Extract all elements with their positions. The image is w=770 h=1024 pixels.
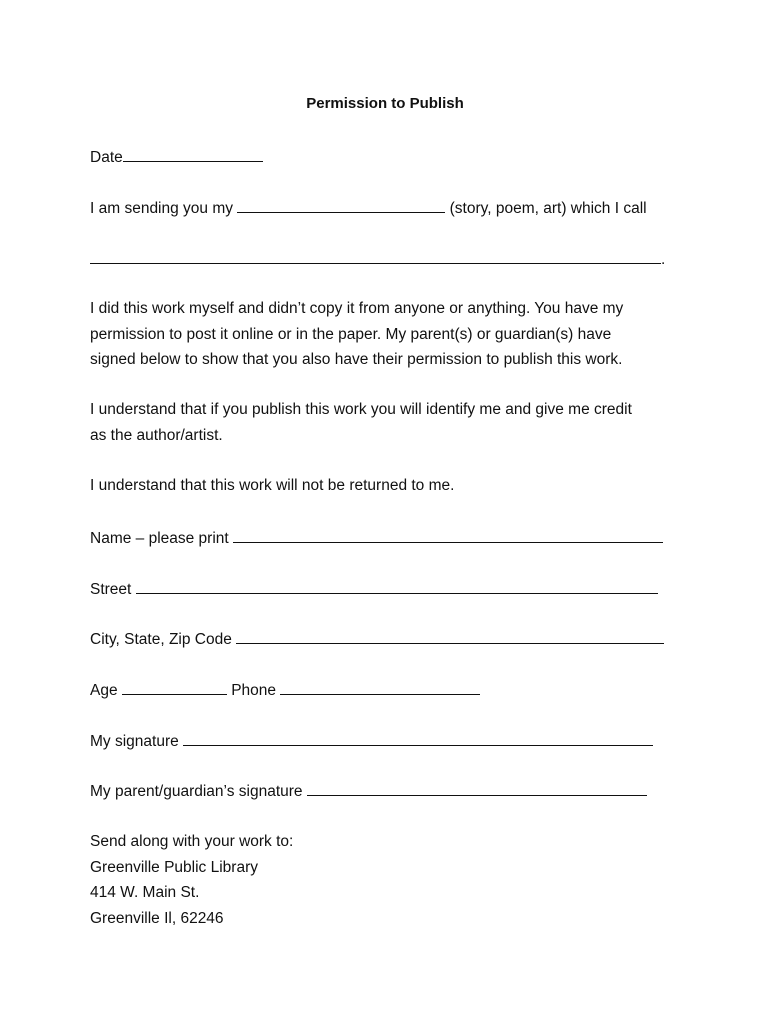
work-title-line (90, 248, 665, 270)
age-phone-line (90, 679, 480, 701)
work-title-end: . (661, 251, 666, 268)
paragraph-line: I did this work myself and didn’t copy it from anyone or anything. You have my (90, 300, 624, 317)
age-label: Age (90, 682, 118, 699)
sending-prefix: I am sending you my (90, 200, 234, 217)
paragraph-line: as the author/artist. (90, 426, 223, 444)
parent-signature-blank (307, 780, 647, 796)
paragraph-line: I understand that if you publish this work you will identify me and give me credit (90, 401, 632, 418)
work-type-blank (237, 197, 445, 213)
library-name: Greenville Public Library (90, 858, 258, 876)
city-line (90, 628, 664, 650)
library-street: 414 W. Main St. (90, 884, 200, 901)
signature-label: My signature (90, 733, 179, 750)
sending-line (90, 197, 647, 219)
phone-blank (280, 679, 480, 695)
signature-blank (183, 730, 653, 746)
date-blank (123, 146, 263, 162)
parent-signature-line (90, 780, 647, 802)
signature-line (90, 730, 653, 752)
document-title: Permission to Publish (306, 95, 464, 112)
send-to-block (90, 829, 690, 931)
paragraph-not-returned: I understand that this work will not be returned to me. (90, 477, 455, 494)
paragraph-originality (90, 296, 690, 373)
date-line (90, 146, 263, 168)
library-city: Greenville Il, 62246 (90, 909, 224, 927)
name-line (90, 527, 663, 549)
phone-label: Phone (231, 682, 277, 699)
age-blank (122, 679, 227, 695)
date-label: Date (90, 149, 123, 166)
name-blank (233, 527, 663, 543)
work-title-blank (90, 248, 661, 264)
paragraph-credit (90, 397, 690, 448)
name-label: Name – please print (90, 530, 229, 547)
paragraph-line: signed below to show that you also have their permission to publish this work. (90, 351, 623, 368)
sending-suffix: (story, poem, art) which I call (449, 200, 647, 217)
street-line (90, 578, 658, 600)
city-blank (236, 628, 664, 644)
city-label: City, State, Zip Code (90, 631, 232, 648)
street-label: Street (90, 581, 132, 598)
paragraph-line: permission to post it online or in the paper. My parent(s) or guardian(s) have (90, 325, 612, 343)
send-to-heading: Send along with your work to: (90, 833, 294, 850)
street-blank (136, 578, 658, 594)
parent-signature-label: My parent/guardian’s signature (90, 783, 303, 800)
